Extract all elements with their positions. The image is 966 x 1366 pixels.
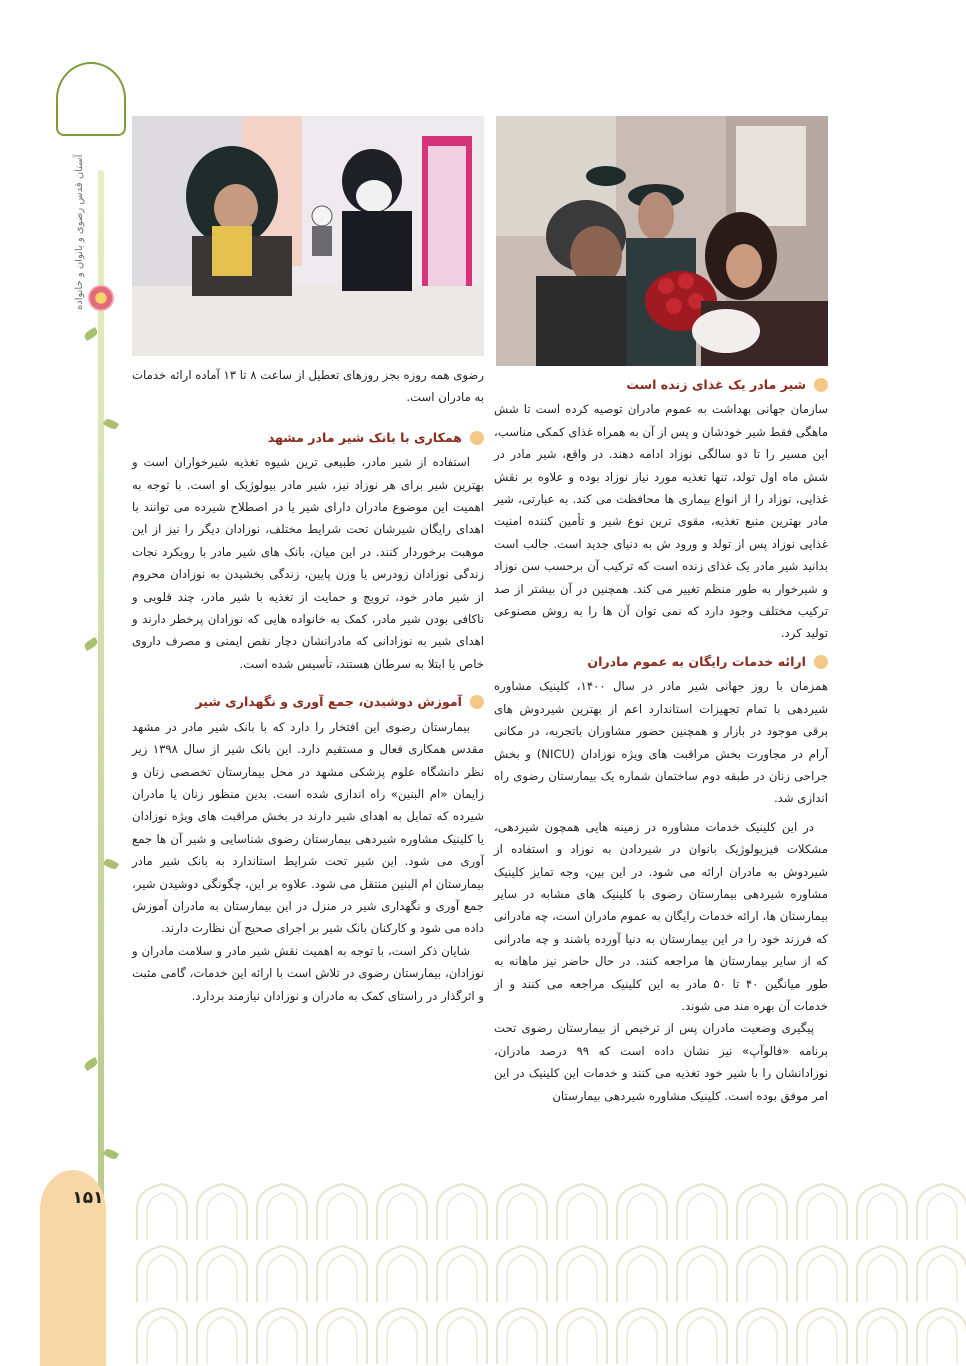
section-heading xyxy=(494,374,828,396)
heading-text: همکاری با بانک شیر مادر مشهد xyxy=(267,429,462,445)
left-text-column xyxy=(132,364,484,1007)
side-decoration xyxy=(0,0,128,1366)
photo-clinic-consultation xyxy=(132,116,484,356)
paragraph: بیمارستان رضوی این افتخار را دارد که با بانک شیر مادر در مشهد مقدس همکاری فعال و مستقیم دارد. این بانک شیر از سال ۱۳۹۸ زیر نظر دانشگاه علوم پزشکی مشهد در محل بیمارستان تخصصی زنان و زایمان «ام البنین» راه اندازی شده است. بدین منظور زنان یا مادران شیرده که تمایل به اهدای شیر دارند در بخش مراقبت های ویژه نوزادان یا کلینیک مشاوره شیردهی بیمارستان رضوی شناسایی و شیر آن ها جمع آوری می شود. این شیر تحت شرایط استاندارد به بانک شیر مادر بیمارستان ام البنین منتقل می شود. علاوه بر این، چگونگی دوشیدن شیر، جمع آوری و نگهداری شیر در منزل در این بیمارستان به مادران آموزش داده می شود و کارکنان بانک شیر بر اجرای صحیح آن نظارت دارند. xyxy=(132,719,485,936)
paragraph: پیگیری وضعیت مادران پس از ترخیص از بیمارستان رضوی تحت برنامه «فالوآپ» نیز نشان داده است که ۹۹ درصد مادران، نوزادانشان را با شیر خود تغذیه می کنند و خدمات این کلینیک در این امر موفق بوده است. کلینیک مشاوره شیردهی بیمارستان xyxy=(494,1021,828,1103)
leaf-ornament xyxy=(103,1147,119,1161)
section-heading xyxy=(132,427,484,449)
section-heading xyxy=(132,691,484,713)
paragraph: همزمان با روز جهانی شیر مادر در سال ۱۴۰۰، کلینیک مشاوره شیردهی با تمام تجهیزات استاندارد اعم از بهترین شیردوش های برقی موجود در بازار و همچنین حضور مشاوران باتجربه، در مکانی آرام در مجاورت بخش مراقبت های ویژه نوزادان (NICU) و بخش جراحی زنان در طبقه دوم ساختمان شماره یک بیمارستان رضوی راه اندازی شد. xyxy=(494,679,828,806)
right-text-column xyxy=(494,372,828,1107)
photo-mother-baby xyxy=(496,116,828,366)
leaf-ornament xyxy=(83,327,99,341)
flower-ornament xyxy=(88,285,114,311)
page-number: ۱۵۱ xyxy=(72,1188,104,1208)
vine-ornament xyxy=(98,170,104,1230)
heading-text: آموزش دوشیدن، جمع آوری و نگهداری شیر xyxy=(195,694,462,710)
section-heading xyxy=(494,651,828,673)
paragraph: سازمان جهانی بهداشت به عموم مادران توصیه کرده است تا شش ماهگی فقط شیر خودشان و پس از آن به همراه غذای کمکی مناسب، این مسیر را تا دو سالگی نوزاد ادامه دهند. در واقع، شیر مادر در شش ماه اول تولد، تنها تغذیه مورد نیاز نوزاد بوده و علاوه بر نقش غذایی، نوزاد را از انواع بیماری ها محافظت می کند. به عبارتی، شیر مادر بهترین منبع تغذیه، مقوی ترین نوع شیر و تأمین کننده امنیت غذایی نوزاد پس از تولد و ورود ش به دنیای جدید است. جالب است بدانید شیر مادر یک غذای زنده است که ترکیب آن برحسب سن نوزاد و شیرخوار به طور منظم تغییر می کند. همچنین در آن بیشتر از صد ترکیب مختلف وجود دارد که نمی توان آن ها را به روش مصنوعی تولید کرد. xyxy=(494,402,828,641)
bullet-icon xyxy=(814,378,828,392)
paragraph: رضوی همه روزه بجز روزهای تعطیل از ساعت ۸ تا ۱۳ آماده ارائه خدمات به مادران است. xyxy=(132,368,484,405)
magazine-logo xyxy=(56,62,126,136)
bullet-icon xyxy=(470,431,484,445)
leaf-ornament xyxy=(83,1057,99,1071)
leaf-ornament xyxy=(103,857,119,871)
leaf-ornament xyxy=(103,417,119,431)
heading-text: ارائه خدمات رایگان به عموم مادران xyxy=(587,653,806,669)
bullet-icon xyxy=(814,655,828,669)
leaf-ornament xyxy=(83,637,99,651)
paragraph: شایان ذکر است، با توجه به اهمیت نقش شیر مادر و سلامت مادران و نوزادان، بیمارستان رضوی در تلاش است با ارائه این خدمات، گامی مثبت و اثرگذار در راستای کمک به مادران و نوزادان نیازمند بردارد. xyxy=(132,943,484,1003)
heading-text: شیر مادر یک غذای زنده است xyxy=(626,377,806,392)
bullet-icon xyxy=(470,695,484,709)
bottom-pattern xyxy=(132,1180,966,1366)
paragraph: در این کلینیک خدمات مشاوره در زمینه هایی همچون شیردهی، مشکلات فیزیولوژیک بانوان در شیردادن به نوزاد و استفاده از شیردوش به مادران ارائه می شود. در این بین، وجه تمایز کلینیک مشاوره شیردهی بیمارستان رضوی با کلینیک های مشابه در سایر بیمارستان ها، ارائه خدمات رایگان به عموم مادران است، چه مادرانی که فرزند خود را در این بیمارستان به دنیا آورده باشند و چه مادرانی که از سایر بیمارستان ها مراجعه کنند. در حال حاضر نیز ماهانه به طور میانگین ۴۰ تا ۵۰ مادر به این کلینیک مراجعه می کنند و از خدمات آن بهره مند می شوند. xyxy=(494,819,828,1013)
paragraph: استفاده از شیر مادر، طبیعی ترین شیوه تغذیه شیرخواران است و بهترین شیر برای هر نوزاد نیز، شیر مادر بیولوژیک او است. با توجه به اهمیت این موضوع مادران دارای شیر یا در اصطلاح شیرده می توانند با اهدای رایگان شیرشان تحت شرایط مختلف، نوزادان دیگر را نیز از این موهبت برخوردار کنند. در این میان، بانک های شیر مادر با رویکرد نجات زندگی نوزادان زودرس یا وزن پایین، زندگی بخشیدن به نوزادان محروم از شیر مادر خود، ترویج و حمایت از تغذیه با شیر مادر، چند قلویی و ناکافی بودن شیر مادر، کمک به خانواده هایی که نوزادان پرخطر دارند و اهدای شیر به نوزادانی که مادرانشان دچار نقص ایمنی و مصرف داروی خاص یا ابتلا به سرطان هستند، تأسیس شده است. xyxy=(132,455,484,671)
series-label: آستان قدس رضوی و بانوان و خانواده xyxy=(74,154,85,310)
